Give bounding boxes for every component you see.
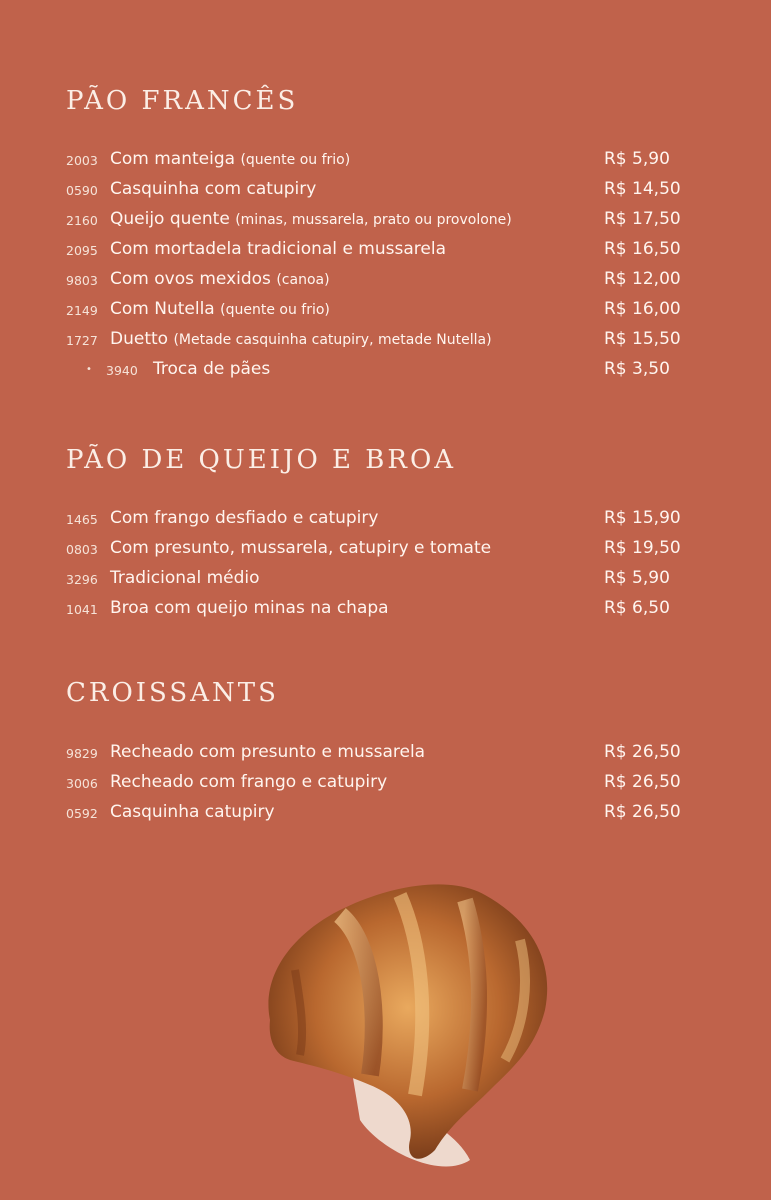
item-price: R$ 5,90	[604, 149, 670, 169]
item-code: 2149	[66, 303, 98, 318]
item-price: R$ 17,50	[604, 209, 681, 229]
item-price: R$ 14,50	[604, 179, 681, 199]
item-price: R$ 3,50	[604, 359, 670, 379]
item-code: 3006	[66, 776, 98, 791]
item-name: Com frango desfiado e catupiry	[110, 508, 379, 528]
bullet-icon: •	[86, 364, 92, 375]
item-code: 2095	[66, 243, 98, 258]
menu-item	[0, 147, 771, 175]
section-title-pao-de-queijo: PÃO DE QUEIJO E BROA	[66, 445, 457, 475]
menu-item	[0, 177, 771, 205]
menu-item	[0, 267, 771, 295]
item-code: 9803	[66, 273, 98, 288]
menu-item	[0, 536, 771, 564]
item-name: Tradicional médio	[110, 568, 260, 588]
item-name: Casquinha catupiry	[110, 802, 275, 822]
menu-item	[0, 357, 771, 385]
item-name: Queijo quente (minas, mussarela, prato ou provolone)	[110, 209, 512, 229]
item-name: Com Nutella (quente ou frio)	[110, 299, 330, 319]
menu-item	[0, 596, 771, 624]
item-name: Com manteiga (quente ou frio)	[110, 149, 351, 169]
croissant-illustration	[230, 860, 570, 1190]
item-price: R$ 16,00	[604, 299, 681, 319]
item-price: R$ 12,00	[604, 269, 681, 289]
menu-item	[0, 506, 771, 534]
menu-item	[0, 800, 771, 828]
section-title-croissants: CROISSANTS	[66, 678, 279, 708]
item-price: R$ 26,50	[604, 772, 681, 792]
section-title-pao-frances: PÃO FRANCÊS	[66, 86, 299, 116]
item-code: 1727	[66, 333, 98, 348]
menu-item	[0, 740, 771, 768]
item-code: 2160	[66, 213, 98, 228]
item-name: Broa com queijo minas na chapa	[110, 598, 389, 618]
item-price: R$ 16,50	[604, 239, 681, 259]
item-name: Com presunto, mussarela, catupiry e tomate	[110, 538, 492, 558]
item-price: R$ 19,50	[604, 538, 681, 558]
item-price: R$ 15,50	[604, 329, 681, 349]
item-code: 0590	[66, 183, 98, 198]
item-name: Recheado com presunto e mussarela	[110, 742, 426, 762]
item-name: Recheado com frango e catupiry	[110, 772, 388, 792]
item-code: 3940	[106, 363, 138, 378]
item-name: Com mortadela tradicional e mussarela	[110, 239, 446, 259]
item-code: 0803	[66, 542, 98, 557]
item-name: Casquinha com catupiry	[110, 179, 317, 199]
item-code: 1465	[66, 512, 98, 527]
item-price: R$ 26,50	[604, 742, 681, 762]
menu-item	[0, 770, 771, 798]
item-name: Troca de pães	[153, 359, 271, 379]
item-name: Duetto (Metade casquinha catupiry, metade Nutella)	[110, 329, 492, 349]
item-price: R$ 26,50	[604, 802, 681, 822]
item-code: 9829	[66, 746, 98, 761]
item-code: 0592	[66, 806, 98, 821]
menu-item	[0, 566, 771, 594]
menu-item	[0, 207, 771, 235]
menu-item	[0, 327, 771, 355]
item-price: R$ 5,90	[604, 568, 670, 588]
item-code: 2003	[66, 153, 98, 168]
item-price: R$ 6,50	[604, 598, 670, 618]
item-price: R$ 15,90	[604, 508, 681, 528]
item-code: 3296	[66, 572, 98, 587]
menu-item	[0, 297, 771, 325]
menu-item	[0, 237, 771, 265]
item-code: 1041	[66, 602, 98, 617]
item-name: Com ovos mexidos (canoa)	[110, 269, 330, 289]
